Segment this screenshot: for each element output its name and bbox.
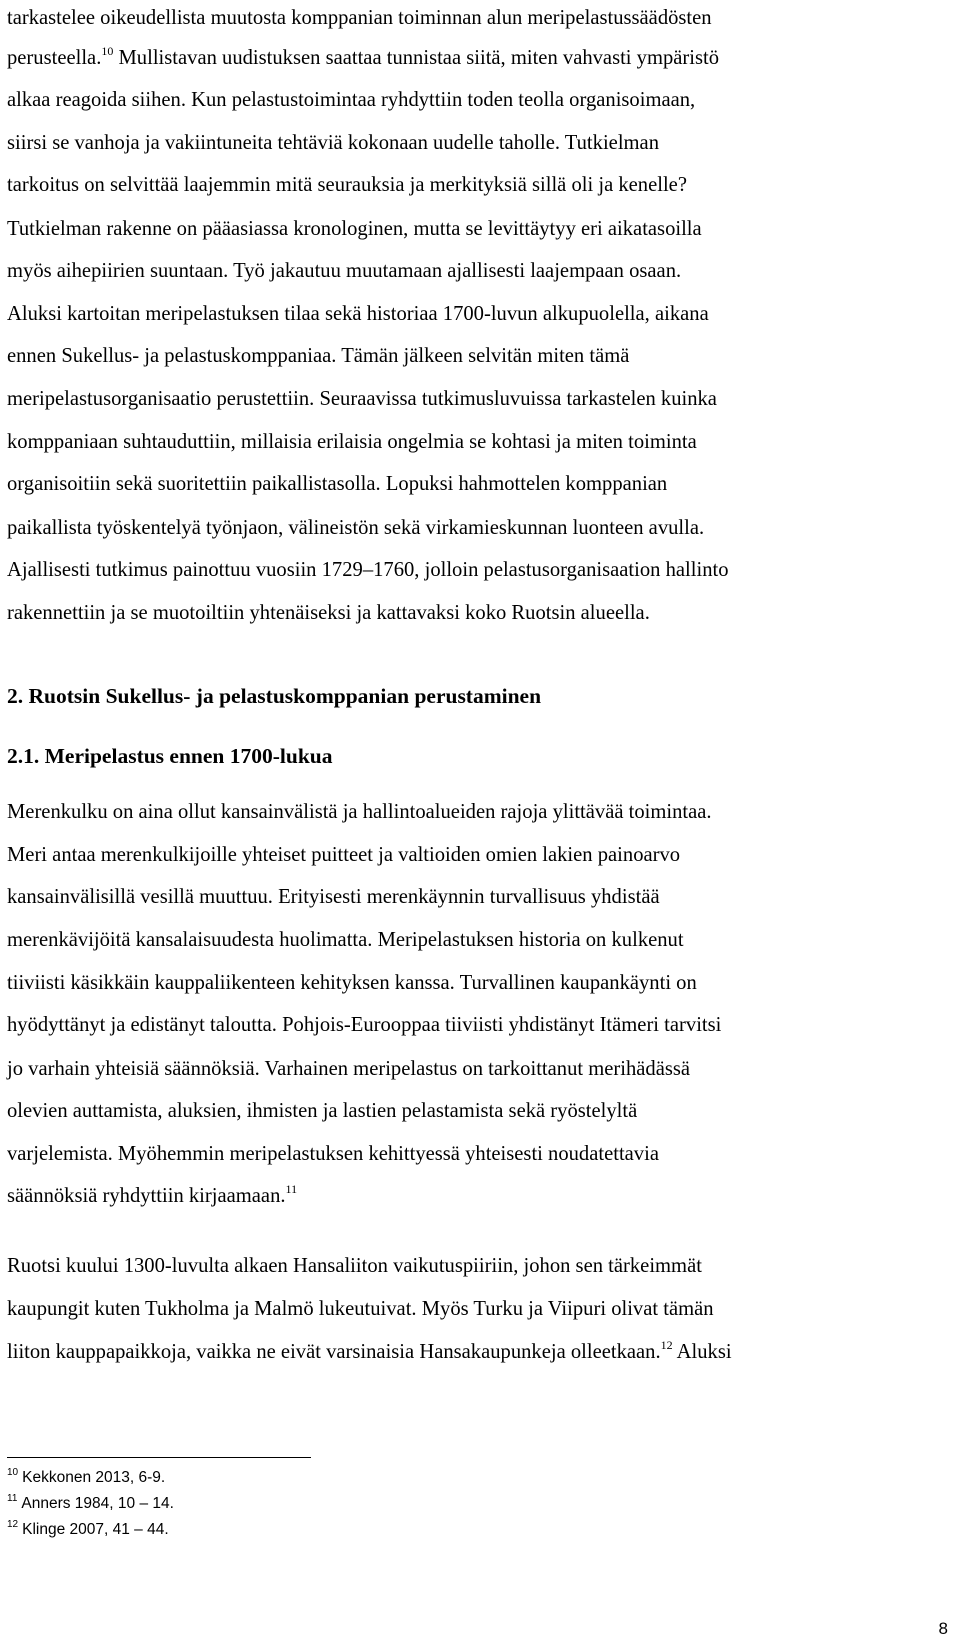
body-line: merenkävijöitä kansalaisuudesta huolimatta. Meripelastuksen historia on kulkenut — [7, 929, 684, 951]
footnote-text: Kekkonen 2013, 6-9. — [22, 1469, 166, 1486]
body-line: Meri antaa merenkulkijoille yhteiset puitteet ja valtioiden omien lakien painoarvo — [7, 844, 681, 866]
body-line: kaupungit kuten Tukholma ja Malmö lukeutuivat. Myös Turku ja Viipuri olivat tämän — [7, 1298, 714, 1320]
body-line — [7, 45, 719, 73]
footnote — [7, 1494, 174, 1516]
body-line: Aluksi kartoitan meripelastuksen tilaa sekä historiaa 1700-luvun alkupuolella, aikana — [7, 303, 709, 325]
body-line: tarkastelee oikeudellista muutosta komppanian toiminnan alun meripelastussäädösten — [7, 7, 712, 29]
body-line: organisoitiin sekä suoritettiin paikallistasolla. Lopuksi hahmottelen komppanian — [7, 473, 668, 495]
footnote-separator — [7, 1457, 311, 1458]
footnote-number: 11 — [7, 1493, 18, 1504]
body-line — [7, 1183, 297, 1211]
footnote — [7, 1520, 169, 1542]
footnote-text: Klinge 2007, 41 – 44. — [22, 1521, 169, 1538]
body-line: paikallista työskentelyä työnjaon, välineistön sekä virkamieskunnan luonteen avulla. — [7, 517, 705, 539]
body-line — [7, 1339, 732, 1367]
body-line: siirsi se vanhoja ja vakiintuneita tehtäviä kokonaan uudelle taholle. Tutkielman — [7, 132, 659, 154]
body-line: Tutkielman rakenne on pääasiassa kronologinen, mutta se levittäytyy eri aikatasoilla — [7, 218, 702, 240]
body-line: rakennettiin ja se muotoiltiin yhtenäiseksi ja kattavaksi koko Ruotsin alueella. — [7, 602, 650, 624]
body-line: ennen Sukellus- ja pelastuskomppaniaa. Tämän jälkeen selvitän miten tämä — [7, 345, 630, 367]
body-text: Aluksi — [672, 1341, 732, 1363]
footnote-number: 10 — [7, 1467, 19, 1478]
body-line: jo varhain yhteisiä säännöksiä. Varhainen meripelastus on tarkoittanut merihädässä — [7, 1058, 691, 1080]
subsection-heading: 2.1. Meripelastus ennen 1700-lukua — [7, 744, 333, 768]
body-text: perusteella. — [7, 47, 102, 69]
body-line: kansainvälisillä vesillä muuttuu. Erityisesti merenkäynnin turvallisuus yhdistää — [7, 886, 660, 908]
footnote-text: Anners 1984, 10 – 14. — [21, 1495, 174, 1512]
body-line: komppaniaan suhtauduttiin, millaisia erilaisia ongelmia se kohtasi ja miten toiminta — [7, 431, 697, 453]
body-line: alkaa reagoida siihen. Kun pelastustoimintaa ryhdyttiin toden teolla organisoimaan, — [7, 89, 696, 111]
body-line: olevien auttamista, aluksien, ihmisten ja lastien pelastamista sekä ryöstelyltä — [7, 1100, 638, 1122]
footnote-number: 12 — [7, 1519, 19, 1530]
body-text: säännöksiä ryhdyttiin kirjaamaan. — [7, 1185, 286, 1207]
body-line: tarkoitus on selvittää laajemmin mitä seurauksia ja merkityksiä sillä oli ja kenelle? — [7, 174, 687, 196]
body-line: myös aihepiirien suuntaan. Työ jakautuu muutamaan ajallisesti laajempaan osaan. — [7, 260, 682, 282]
body-line: Merenkulku on aina ollut kansainvälistä ja hallintoalueiden rajoja ylittävää toimintaa. — [7, 801, 712, 823]
body-text: liiton kauppapaikkoja, vaikka ne eivät varsinaisia Hansakaupunkeja olleetkaan. — [7, 1341, 661, 1363]
footnote-ref: 10 — [101, 44, 114, 58]
body-line: meripelastusorganisaatio perustettiin. Seuraavissa tutkimusluvuissa tarkastelen kuinka — [7, 388, 717, 410]
body-line: hyödyttänyt ja edistänyt taloutta. Pohjois-Eurooppaa tiiviisti yhdistänyt Itämeri tarvitsi — [7, 1014, 722, 1036]
footnote-ref: 11 — [285, 1182, 298, 1196]
body-line: varjelemista. Myöhemmin meripelastuksen kehittyessä yhteisesti noudatettavia — [7, 1143, 659, 1165]
section-heading: 2. Ruotsin Sukellus- ja pelastuskomppanian perustaminen — [7, 684, 542, 708]
body-text: Mullistavan uudistuksen saattaa tunnistaa siitä, miten vahvasti ympäristö — [113, 47, 720, 69]
body-line: tiiviisti käsikkäin kauppaliikenteen kehityksen kanssa. Turvallinen kaupankäynti on — [7, 972, 697, 994]
footnote-ref: 12 — [660, 1338, 673, 1352]
body-line: Ajallisesti tutkimus painottuu vuosiin 1729–1760, jolloin pelastusorganisaation hallinto — [7, 559, 729, 581]
footnote — [7, 1468, 165, 1490]
body-line: Ruotsi kuului 1300-luvulta alkaen Hansaliiton vaikutuspiiriin, johon sen tärkeimmät — [7, 1255, 702, 1277]
page-number: 8 — [938, 1619, 948, 1638]
